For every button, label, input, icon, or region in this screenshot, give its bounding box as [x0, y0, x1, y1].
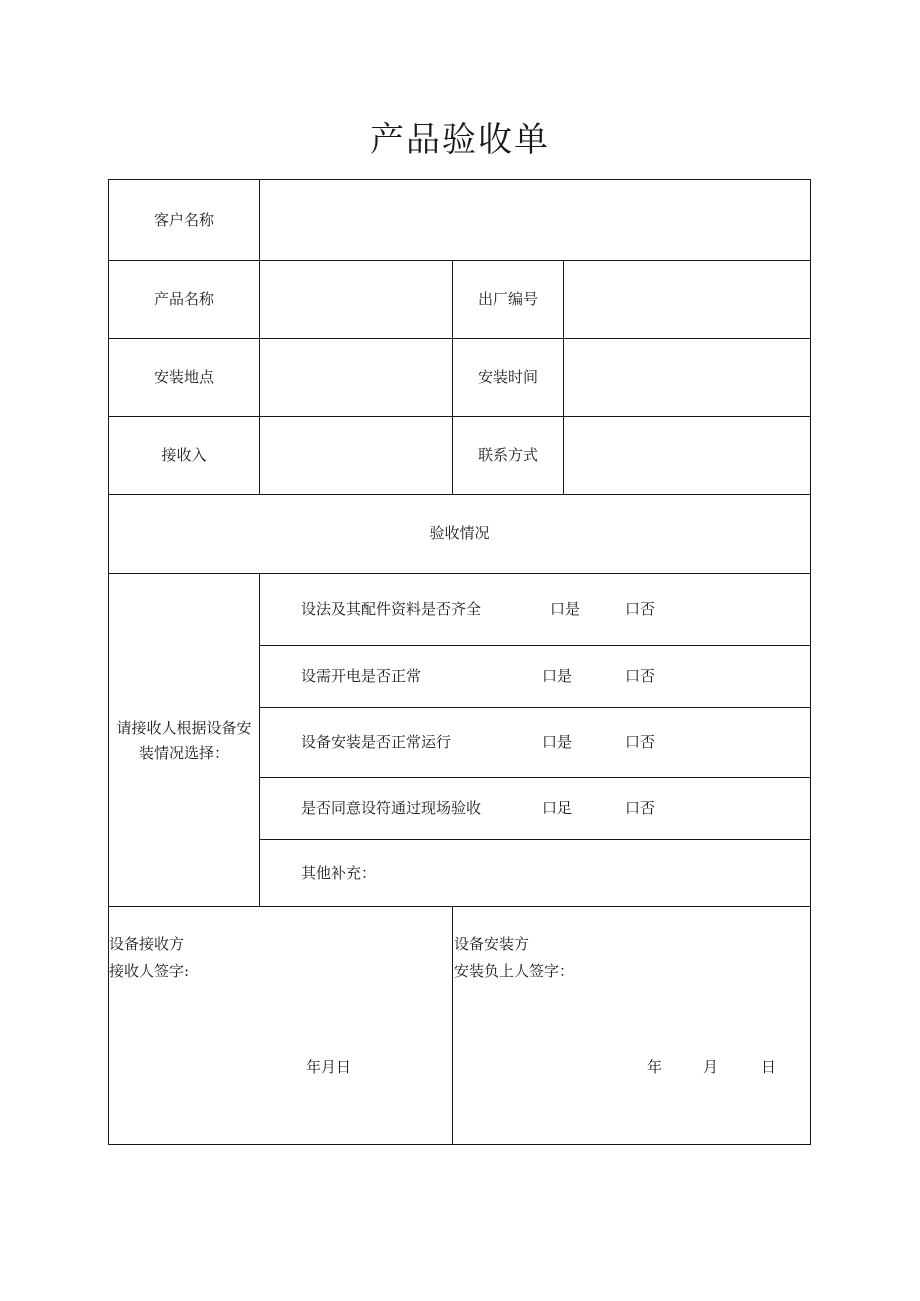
- acceptance-instruction: [109, 716, 259, 766]
- customer-name-field[interactable]: [260, 180, 810, 260]
- installer-party-label: 设备安装方: [454, 935, 530, 953]
- customer-name-label: 客户名称: [153, 211, 214, 229]
- contact-field[interactable]: [564, 417, 810, 494]
- checkbox-no[interactable]: 口否: [625, 799, 656, 817]
- installer-date-day: 日: [761, 1058, 777, 1076]
- checkbox-yes[interactable]: 口是: [542, 667, 573, 685]
- checkbox-no[interactable]: 口否: [625, 600, 656, 618]
- checklist-question: 设需开电是否正常: [301, 667, 422, 685]
- install-location-field[interactable]: [260, 339, 452, 416]
- table-border-left: [108, 179, 109, 1145]
- checkbox-yes[interactable]: 口是: [542, 733, 573, 751]
- serial-number-field[interactable]: [564, 261, 810, 338]
- product-name-field[interactable]: [260, 261, 452, 338]
- other-notes-label: 其他补充：: [301, 864, 377, 882]
- checkbox-no[interactable]: 口否: [625, 667, 656, 685]
- installer-sign-label: 安装负上人签字：: [454, 962, 575, 980]
- installer-date-month: 月: [703, 1058, 719, 1076]
- row-divider: [108, 494, 811, 495]
- receiver-label: 接收入: [161, 446, 207, 464]
- instruction-line-1: 请接收人根据设备安: [116, 719, 252, 737]
- table-border-right: [810, 179, 811, 1145]
- checklist-question: 设法及其配件资料是否齐全: [301, 600, 482, 618]
- row-divider: [108, 573, 811, 574]
- row-divider: [259, 645, 811, 646]
- row-divider: [108, 906, 811, 907]
- checkbox-no[interactable]: 口否: [625, 733, 656, 751]
- row-divider: [259, 839, 811, 840]
- contact-label: 联系方式: [477, 446, 538, 464]
- checklist-question: 设备安装是否正常运行: [301, 733, 452, 751]
- checkbox-yes[interactable]: 口足: [542, 799, 573, 817]
- receiver-field[interactable]: [260, 417, 452, 494]
- receiver-party-label: 设备接收方: [109, 935, 185, 953]
- row-divider: [259, 777, 811, 778]
- checkbox-yes[interactable]: 口是: [550, 600, 581, 618]
- receiver-date: 年月日: [306, 1058, 352, 1076]
- install-location-label: 安装地点: [153, 368, 214, 386]
- acceptance-section-title: 验收情况: [429, 524, 490, 542]
- instruction-line-2: 装情况选择：: [138, 744, 229, 762]
- receiver-signature-area[interactable]: [110, 990, 450, 1040]
- checklist-question: 是否同意设符通过现场验收: [301, 799, 482, 817]
- product-name-label: 产品名称: [153, 290, 214, 308]
- col-divider: [259, 573, 260, 907]
- install-time-field[interactable]: [564, 339, 810, 416]
- row-divider: [259, 707, 811, 708]
- page-title: 产品验收单: [370, 120, 550, 160]
- install-time-label: 安装时间: [477, 368, 538, 386]
- serial-number-label: 出厂编号: [477, 290, 538, 308]
- receiver-sign-label: 接收人签字:: [109, 962, 190, 980]
- table-border-bottom: [108, 1144, 811, 1145]
- installer-signature-area[interactable]: [455, 990, 807, 1040]
- other-notes-field[interactable]: [380, 841, 808, 905]
- col-divider: [452, 906, 453, 1145]
- installer-date-year: 年: [647, 1058, 663, 1076]
